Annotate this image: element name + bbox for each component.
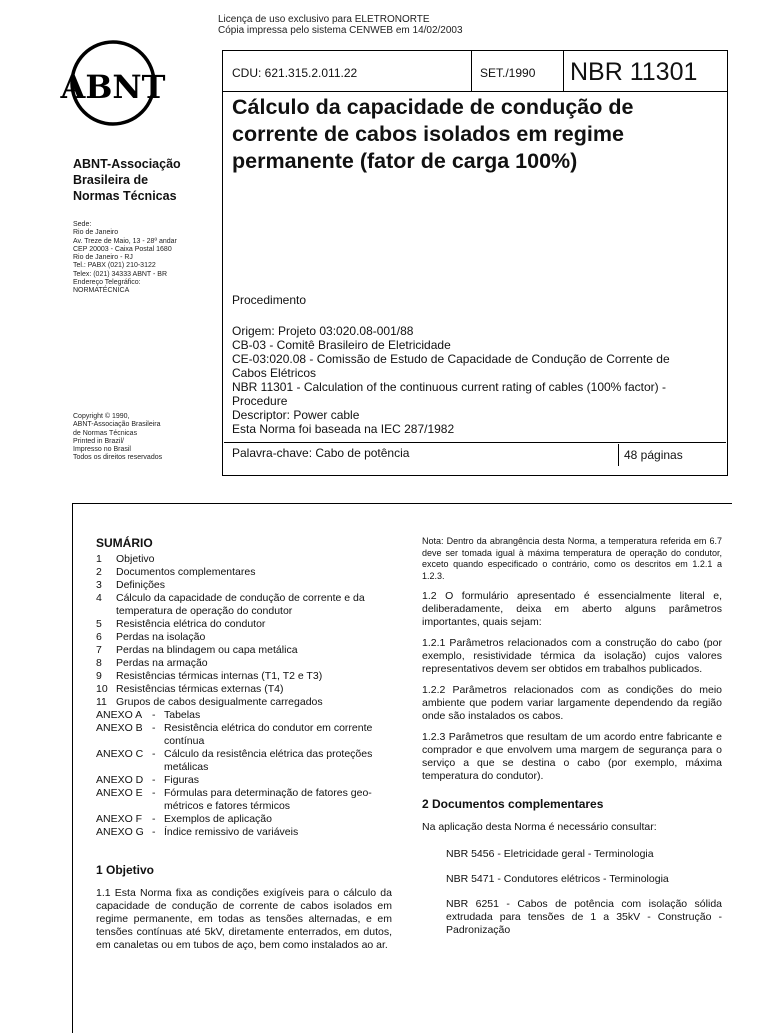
address-line: Telex: (021) 34333 ABNT - BR: [73, 270, 168, 278]
annex-text: Figuras: [164, 774, 200, 786]
copyright-line: Impresso no Brasil: [73, 446, 131, 454]
annex-item: ANEXO E - Fórmulas para determinação de fatores geo-: [96, 787, 372, 799]
summary-item: [96, 670, 396, 683]
copyright-line: Copyright © 1990,: [73, 413, 130, 420]
keywords: Palavra-chave: Cabo de potência: [232, 446, 410, 460]
annex-text: Índice remissivo de variáveis: [164, 826, 299, 838]
annex-text: Exemplos de aplicação: [164, 813, 272, 825]
origin-line: Descriptor: Power cable: [232, 408, 360, 422]
address-block: [73, 221, 177, 296]
reference: NBR 5456 - Eletricidade geral - Terminologia: [446, 848, 654, 860]
annex-item: ANEXO D - Figuras: [96, 774, 200, 786]
paragraph: Na aplicação desta Norma é necessário consultar:: [422, 821, 657, 833]
copyright-block: [73, 413, 162, 463]
org-line: ABNT-Associação: [73, 157, 181, 171]
paragraph: 1.2.2 Parâmetros relacionados com as condições do meio ambiente que podem variar largamente dependendo da região onde são instalados os cabos.: [422, 684, 722, 722]
summary-num: 3: [96, 579, 102, 591]
header-divider: [223, 91, 727, 92]
annex-label: ANEXO D: [96, 774, 144, 786]
origin-line: CB-03 - Comitê Brasileiro de Eletricidade: [232, 338, 451, 352]
annex-text: métricos e fatores térmicos: [164, 800, 291, 812]
annex-label: ANEXO A: [96, 709, 143, 721]
annex-item: ANEXO F - Exemplos de aplicação: [96, 813, 272, 825]
annex-text: Fórmulas para determinação de fatores geo-: [164, 787, 372, 799]
logo-text: ABNT: [60, 68, 166, 106]
summary-text: Documentos complementares: [116, 566, 256, 578]
annex-item: ANEXO B - Resistência elétrica do condutor em corrente: [96, 722, 373, 734]
origin-line: Origem: Projeto 03:020.08-001/88: [232, 324, 414, 338]
summary-item: [96, 605, 396, 618]
summary-item: [96, 696, 396, 709]
summary-num: [96, 605, 116, 618]
right-column: [422, 536, 722, 937]
annex-label: ANEXO C: [96, 748, 144, 760]
annex-label: ANEXO F: [96, 813, 143, 825]
note: Nota: Dentro da abrangência desta Norma, a temperatura referida em 6.7 deve ser tomada igual à máxima temperatura de operação do condutor, exceto quando especificado o contrário, como os descritos em 1.2.1 a 1.2.3.: [422, 536, 722, 581]
header-separator: [471, 51, 472, 91]
address-line: Av. Treze de Maio, 13 - 28º andar: [73, 237, 177, 245]
pages-separator: [618, 444, 619, 466]
summary-item: [96, 644, 396, 657]
section-heading: 1 Objetivo: [96, 863, 155, 877]
address-line: Tel.: PABX (021) 210-3122: [73, 262, 156, 270]
copyright-line: ABNT-Associação Brasileira: [73, 421, 161, 429]
origin-line: Esta Norma foi baseada na IEC 287/1982: [232, 422, 455, 436]
org-line: Brasileira de: [73, 173, 149, 187]
summary-text: Definições: [116, 579, 166, 591]
address-line: Rio de Janeiro - RJ: [73, 254, 133, 262]
left-column: [96, 536, 396, 952]
paragraph: 1.2 O formulário apresentado é essencialmente literal e, deliberadamente, deixa em aberto alguns parâmetros importantes, quais sejam:: [422, 590, 722, 628]
summary-text: Perdas na blindagem ou capa metálica: [116, 644, 298, 656]
annex-item: [96, 735, 396, 748]
paragraph: 1.2.3 Parâmetros que resultam de um acordo entre fabricante e comprador e que envolvem uma margem de segurança para o serviço a que se destina o cabo (por exemplo, máxima temperatura do condutor).: [422, 731, 722, 782]
annex-item: [96, 761, 396, 774]
license-line: Licença de uso exclusivo para ELETRONORTE: [218, 14, 430, 25]
origin-line: Procedure: [232, 394, 288, 408]
summary-item: [96, 592, 396, 605]
summary-item: [96, 618, 396, 631]
annex-label: [96, 761, 152, 774]
address-line: Sede:: [73, 221, 92, 228]
summary-list: [96, 553, 396, 839]
license-notice: [218, 14, 463, 36]
reference: NBR 6251 - Cabos de potência com isolação sólida extrudada para tensões de 1 a 35kV - Construção - Padronização: [446, 898, 722, 936]
annex-text: contínua: [164, 735, 205, 747]
summary-num: 7: [96, 644, 102, 656]
header-separator: [563, 51, 564, 91]
summary-item: [96, 657, 396, 670]
summary-text: Resistência elétrica do condutor: [116, 618, 266, 630]
summary-text: Cálculo da capacidade de condução de corrente e da: [116, 592, 365, 604]
annex-label: ANEXO B: [96, 722, 143, 734]
summary-num: 5: [96, 618, 102, 630]
origin-line: Cabos Elétricos: [232, 366, 317, 380]
address-line: Endereço Telegráfico:: [73, 279, 141, 287]
annex-text: Resistência elétrica do condutor em corrente: [164, 722, 373, 734]
address-line: Rio de Janeiro: [73, 229, 119, 237]
origin-line: CE-03:020.08 - Comissão de Estudo de Capacidade de Condução de Corrente de: [232, 352, 670, 366]
copyright-line: de Normas Técnicas: [73, 429, 138, 437]
summary-item: [96, 553, 396, 566]
copyright-line: Todos os direitos reservados: [73, 454, 163, 462]
section-heading: 2 Documentos complementares: [422, 797, 604, 811]
summary-item: [96, 631, 396, 644]
annex-label: [96, 735, 152, 748]
annex-label: ANEXO E: [96, 787, 143, 799]
annex-label: [96, 800, 152, 813]
origin-line: NBR 11301 - Calculation of the continuous current rating of cables (100% factor) -: [232, 380, 667, 394]
annex-text: metálicas: [164, 761, 209, 773]
annex-text: Tabelas: [164, 709, 201, 721]
summary-item: [96, 683, 396, 696]
title-line: permanente (fator de carga 100%): [232, 149, 578, 173]
summary-item: [96, 579, 396, 592]
keyword-divider: [224, 442, 726, 443]
org-line: Normas Técnicas: [73, 189, 177, 203]
reference: NBR 5471 - Condutores elétricos - Terminologia: [446, 873, 669, 885]
annex-item: ANEXO A - Tabelas: [96, 709, 201, 721]
copyright-line: Printed in Brazil/: [73, 437, 124, 445]
organization-name: [73, 156, 181, 204]
annex-item: ANEXO C - Cálculo da resistência elétrica das proteções: [96, 748, 373, 760]
paragraph: 1.1 Esta Norma fixa as condições exigíveis para o cálculo da capacidade de condução de corrente de cabos isolados em regime permanente, em todas as tensões alternadas, e em tensões contínuas até 5kV, diretamente enterrados, em dutos, em canaletas ou em tubos de aço, bem como instalados ao ar.: [96, 887, 392, 951]
summary-num: 10: [96, 683, 108, 695]
summary-item: [96, 566, 396, 579]
origin-block: [232, 324, 722, 436]
standard-number: NBR 11301: [570, 58, 698, 86]
address-line: CEP 20003 - Caixa Postal 1680: [73, 245, 172, 253]
title-line: Cálculo da capacidade de condução de: [232, 95, 634, 119]
annex-label: ANEXO G: [96, 826, 144, 838]
annex-item: ANEXO G - Índice remissivo de variáveis: [96, 826, 299, 838]
summary-num: 2: [96, 566, 102, 578]
page-count: 48 páginas: [624, 448, 683, 462]
title-line: corrente de cabos isolados em regime: [232, 122, 624, 146]
summary-num: 6: [96, 631, 102, 643]
summary-text: Grupos de cabos desigualmente carregados: [116, 696, 323, 708]
license-line: Cópia impressa pelo sistema CENWEB em 14/02/2003: [218, 25, 463, 36]
summary-num: 11: [96, 696, 107, 708]
summary-text: Resistências térmicas internas (T1, T2 e T3): [116, 670, 323, 682]
summary-text: Perdas na isolação: [116, 631, 206, 643]
address-line: NORMATÉCNICA: [73, 287, 130, 295]
summary-text: Resistências térmicas externas (T4): [116, 683, 284, 695]
annex-item: [96, 800, 396, 813]
cdu-code: CDU: 621.315.2.011.22: [232, 66, 358, 80]
summary-num: 4: [96, 592, 102, 604]
summary-num: 1: [96, 553, 102, 565]
annex-text: Cálculo da resistência elétrica das proteções: [164, 748, 373, 760]
summary-text: Objetivo: [116, 553, 155, 565]
paragraph: 1.2.1 Parâmetros relacionados com a construção do cabo (por exemplo, resistividade térmica da isolação) cujos valores representativos devem ser obtidos em trabalhos publicados.: [422, 637, 722, 675]
summary-num: 9: [96, 670, 102, 682]
publication-date: SET./1990: [480, 66, 536, 80]
summary-text: Perdas na armação: [116, 657, 208, 669]
summary-heading: SUMÁRIO: [96, 536, 153, 550]
summary-num: 8: [96, 657, 102, 669]
document-title: [232, 94, 722, 175]
abnt-logo: [60, 40, 166, 126]
document-type: Procedimento: [232, 293, 307, 307]
summary-text: temperatura de operação do condutor: [116, 605, 293, 617]
